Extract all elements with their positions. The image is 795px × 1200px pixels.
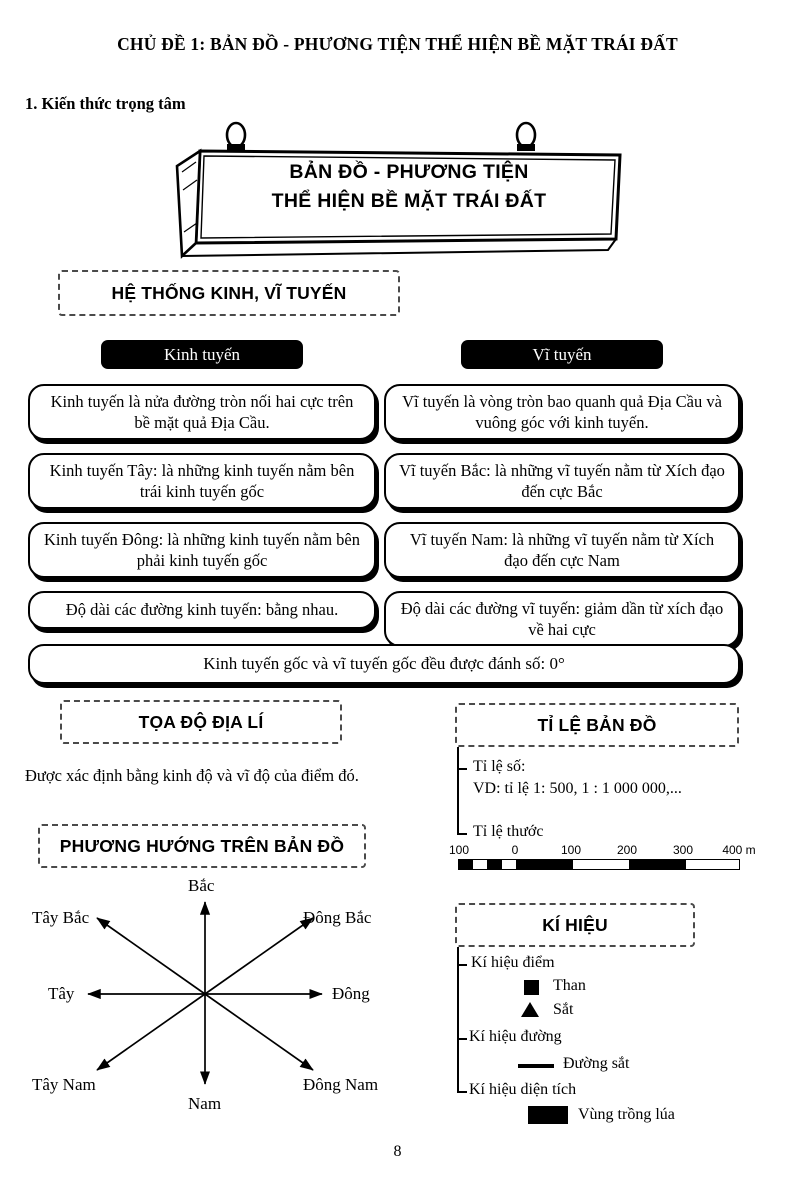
scale-bar-label: Tỉ lệ thước (473, 823, 544, 840)
ring-icon (227, 123, 245, 147)
scale-tick: 100 (448, 843, 470, 857)
sign-line-2: THỂ HIỆN BỀ MẶT TRÁI ĐẤT (271, 190, 547, 213)
direction-label-southeast: Đông Nam (303, 1075, 379, 1094)
scale-ratio-label: Tỉ lệ số: (473, 758, 526, 775)
area-symbols-label: Kí hiệu diện tích (469, 1081, 577, 1098)
iron-triangle-icon (521, 1002, 539, 1017)
parallel-item: Độ dài các đường vĩ tuyến: giảm dần từ xích đạo về hai cực (384, 591, 740, 647)
scale-bracket-line (457, 747, 459, 835)
grid-system-footer: Kinh tuyến gốc và vĩ tuyến gốc đều được đánh số: 0° (28, 644, 740, 684)
scale-bracket-tick (457, 833, 467, 835)
meridian-item: Kinh tuyến Đông: là những kinh tuyến nằm bên phải kinh tuyến gốc (28, 522, 376, 578)
coal-label: Than (553, 977, 586, 994)
arrow-southeast (205, 994, 313, 1070)
scale-tick: 100 (560, 843, 582, 857)
coordinates-description: Được xác định bằng kinh độ và vĩ độ của điểm đó. (25, 766, 359, 785)
symbols-title: KÍ HIỆU (455, 903, 695, 947)
rice-area-icon (528, 1106, 568, 1124)
scale-tick: 400 m (722, 843, 756, 857)
graphic-scale-bar (458, 859, 740, 870)
grid-system-title: HỆ THỐNG KINH, VĨ TUYẾN (58, 270, 400, 316)
parallel-header: Vĩ tuyến (461, 340, 663, 369)
rice-area-label: Vùng trồng lúa (578, 1106, 675, 1123)
parallel-item: Vĩ tuyến Bắc: là những vĩ tuyến nằm từ Xích đạo đến cực Bắc (384, 453, 740, 509)
symbols-bracket-tick (457, 964, 467, 966)
railway-line-icon (518, 1064, 554, 1068)
arrow-southwest (97, 994, 205, 1070)
symbols-bracket-tick (457, 1038, 467, 1040)
meridian-header: Kinh tuyến (101, 340, 303, 369)
coal-square-icon (524, 980, 539, 995)
directions-title: PHƯƠNG HƯỚNG TRÊN BẢN ĐỒ (38, 824, 366, 868)
scale-tick: 0 (511, 843, 519, 857)
meridian-item: Kinh tuyến Tây: là những kinh tuyến nằm bên trái kinh tuyến gốc (28, 453, 376, 509)
arrow-northwest (97, 918, 205, 994)
parallel-column (384, 340, 740, 647)
coordinates-title: TỌA ĐỘ ĐỊA LÍ (60, 700, 342, 744)
railway-label: Đường sắt (563, 1055, 630, 1072)
line-symbols-label: Kí hiệu đường (469, 1028, 562, 1045)
direction-label-northwest: Tây Bắc (32, 908, 90, 927)
symbols-bracket-line (457, 947, 459, 1093)
scale-tick: 300 (672, 843, 694, 857)
direction-label-northeast: Đông Bắc (303, 908, 372, 927)
compass-rose-diagram (70, 882, 340, 1107)
sign-line-1: BẢN ĐỒ - PHƯƠNG TIỆN (289, 161, 529, 183)
parallel-item: Vĩ tuyến Nam: là những vĩ tuyến nằm từ Xích đạo đến cực Nam (384, 522, 740, 578)
iron-label: Sắt (553, 1001, 574, 1018)
wooden-sign (158, 120, 638, 262)
direction-label-south: Nam (188, 1094, 222, 1113)
symbols-bracket-tick (457, 1091, 467, 1093)
section-heading: 1. Kiến thức trọng tâm (25, 94, 186, 113)
point-symbols-label: Kí hiệu điểm (471, 954, 555, 971)
scale-tick: 200 (616, 843, 638, 857)
direction-label-north: Bắc (188, 876, 215, 895)
meridian-parallel-columns (28, 340, 740, 647)
scale-ratio-example: VD: tỉ lệ 1: 500, 1 : 1 000 000,... (473, 780, 682, 797)
scale-bracket-tick (457, 768, 467, 770)
meridian-column (28, 340, 376, 647)
page-title: CHỦ ĐỀ 1: BẢN ĐỒ - PHƯƠNG TIỆN THỂ HIỆN BỀ MẶT TRÁI ĐẤT (117, 34, 678, 54)
direction-label-southwest: Tây Nam (32, 1075, 96, 1094)
map-scale-title: TỈ LỆ BẢN ĐỒ (455, 703, 739, 747)
sign-text (200, 158, 618, 217)
ring-icon (517, 123, 535, 147)
page-number: 8 (393, 1143, 402, 1160)
meridian-item: Độ dài các đường kinh tuyến: bằng nhau. (28, 591, 376, 629)
direction-label-east: Đông (332, 984, 370, 1003)
arrow-northeast (205, 918, 313, 994)
parallel-item: Vĩ tuyến là vòng tròn bao quanh quả Địa Cầu và vuông góc với kinh tuyến. (384, 384, 740, 440)
meridian-item: Kinh tuyến là nửa đường tròn nối hai cực trên bề mặt quả Địa Cầu. (28, 384, 376, 440)
direction-label-west: Tây (48, 984, 75, 1003)
